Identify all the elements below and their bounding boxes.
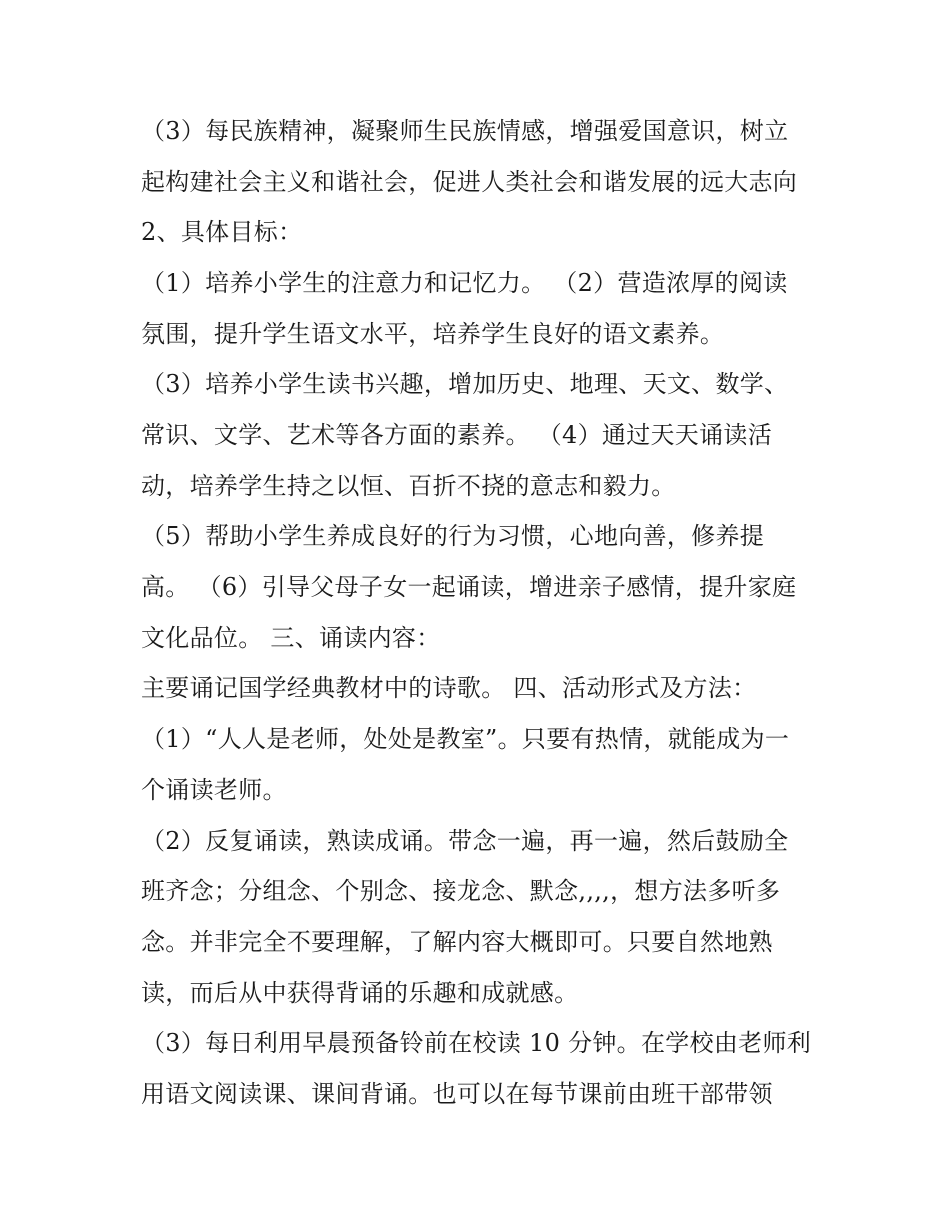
text-line-17: 念。并非完全不要理解，了解内容大概即可。只要自然地熟: [141, 928, 773, 956]
text-line-6: （3）培养小学生读书兴趣，增加历史、地理、天文、数学、: [141, 370, 789, 398]
text-line-13: （1）“人人是老师，处处是教室”。只要有热情，就能成为一: [141, 725, 790, 753]
text-line-10: 高。 （6）引导父母子女一起诵读，增进亲子感情，提升家庭: [141, 573, 797, 601]
text-line-12: 主要诵记国学经典教材中的诗歌。 四、活动形式及方法：: [141, 674, 757, 702]
text-line-8: 动，培养学生持之以恒、百折不挠的意志和毅力。: [141, 472, 676, 500]
text-line-7: 常识、文学、艺术等各方面的素养。 （4）通过天天诵读活: [141, 421, 772, 449]
text-line-18: 读，而后从中获得背诵的乐趣和成就感。: [141, 979, 579, 1007]
text-line-4: （1）培养小学生的注意力和记忆力。 （2）营造浓厚的阅读: [141, 269, 788, 297]
text-line-11: 文化品位。 三、诵读内容：: [141, 624, 441, 652]
text-line-15: （2）反复诵读，熟读成诵。带念一遍，再一遍，然后鼓励全: [141, 827, 789, 855]
text-line-9: （5）帮助小学生养成良好的行为习惯，心地向善，修养提: [141, 522, 765, 550]
text-line-5: 氛围，提升学生语文水平，培养学生良好的语文素养。: [141, 320, 725, 348]
text-line-2: 起构建社会主义和谐社会，促进人类社会和谐发展的远大志向: [141, 168, 798, 196]
text-line-19: （3）每日利用早晨预备铃前在校读 10 分钟。在学校由老师利: [141, 1029, 812, 1057]
text-line-20: 用语文阅读课、课间背诵。也可以在每节课前由班干部带领: [141, 1080, 773, 1108]
text-line-14: 个诵读老师。: [141, 776, 287, 804]
text-line-16: 班齐念；分组念、个别念、接龙念、默念,,,,，想方法多听多: [141, 877, 781, 905]
text-line-3: 2、具体目标：: [141, 218, 303, 246]
text-line-1: （3）每民族精神，凝聚师生民族情感，增强爱国意识，树立: [141, 117, 789, 145]
